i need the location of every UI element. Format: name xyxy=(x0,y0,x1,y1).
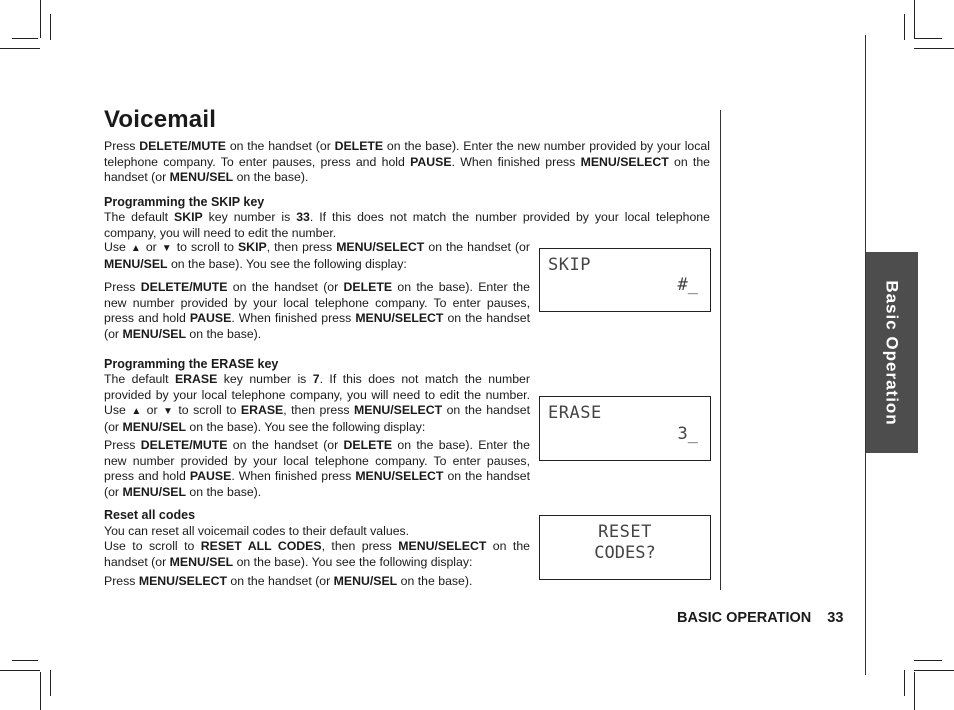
reset-display xyxy=(539,515,711,580)
crop-mark xyxy=(914,670,954,671)
side-tab-label: Basic Operation xyxy=(883,279,902,426)
crop-mark xyxy=(914,660,942,661)
intro-paragraph: Press DELETE/MUTE on the handset (or DELETE on the base). Enter the new number provided by your local telephone company. To enter pauses, press and hold PAUSE. When finished press MENU/SELECT on the handset (or MENU/SEL on the base). xyxy=(104,139,711,184)
crop-mark xyxy=(0,670,40,671)
crop-mark xyxy=(0,48,40,49)
column-divider xyxy=(720,110,721,590)
up-arrow-icon: ▲ xyxy=(130,243,141,254)
erase-paragraph-3: Press DELETE/MUTE on the handset (or DELETE on the base). Enter the new number provided by your local telephone company. To enter pauses, press and hold PAUSE. When finished press MENU/SELECT on the handset (or MENU/SEL on the base). xyxy=(104,438,530,499)
crop-mark xyxy=(914,0,915,38)
down-arrow-icon: ▼ xyxy=(163,406,173,417)
display-line-1: SKIP xyxy=(548,255,591,275)
up-arrow-icon: ▲ xyxy=(131,406,142,417)
skip-display xyxy=(539,248,711,312)
display-line-2: CODES? xyxy=(594,543,656,563)
crop-mark xyxy=(914,48,954,49)
side-tab-label-wrap xyxy=(866,252,918,453)
down-arrow-icon: ▼ xyxy=(161,243,172,254)
skip-paragraph-2: Use ▲ or ▼ to scroll to SKIP, then press MENU/SELECT on the handset (or MENU/SEL on the base). You see the following display: xyxy=(104,240,530,271)
crop-mark xyxy=(904,670,905,696)
skip-paragraph-1: The default SKIP key number is 33. If this does not match the number provided by your local telephone company, you will need to edit the number. xyxy=(104,210,710,240)
footer-section: BASIC OPERATION xyxy=(677,610,812,626)
crop-mark xyxy=(50,14,51,40)
erase-heading: Programming the ERASE key xyxy=(104,357,279,371)
reset-heading: Reset all codes xyxy=(104,508,196,522)
crop-mark xyxy=(50,670,51,696)
display-line-2: #_ xyxy=(677,275,698,295)
crop-mark xyxy=(12,660,38,661)
display-line-1: RESET xyxy=(598,522,652,542)
crop-mark xyxy=(40,672,41,710)
reset-paragraph-3: Press MENU/SELECT on the handset (or MENU/SEL on the base). xyxy=(104,574,473,588)
erase-paragraph-1: The default ERASE key number is 7. If this does not match the number provided by your local telephone company, you will need to edit the number. Use ▲ or ▼ to scroll to ERASE, then press MENU/SELECT on the handset (or MENU/SEL on the base). You see the following display: xyxy=(104,372,530,434)
crop-mark xyxy=(904,14,905,40)
reset-paragraph-1: You can reset all voicemail codes to their default values. xyxy=(104,524,410,538)
page-number: 33 xyxy=(827,610,844,626)
reset-paragraph-2: Use to scroll to RESET ALL CODES, then press MENU/SELECT on the handset (or MENU/SEL on the base). You see the following display: xyxy=(104,539,531,569)
skip-heading: Programming the SKIP key xyxy=(104,195,265,209)
crop-mark xyxy=(914,672,915,710)
page-title: Voicemail xyxy=(104,106,217,133)
crop-mark xyxy=(12,38,38,39)
skip-paragraph-3: Press DELETE/MUTE on the handset (or DELETE on the base). Enter the new number provided by your local telephone company. To enter pauses, press and hold PAUSE. When finished press MENU/SELECT on the handset (or MENU/SEL on the base). xyxy=(104,280,530,341)
crop-mark xyxy=(40,0,41,38)
display-line-1: ERASE xyxy=(548,403,602,423)
erase-display xyxy=(539,396,711,461)
crop-mark xyxy=(914,38,942,39)
display-line-2: 3_ xyxy=(677,424,698,444)
page-footer xyxy=(677,610,843,626)
